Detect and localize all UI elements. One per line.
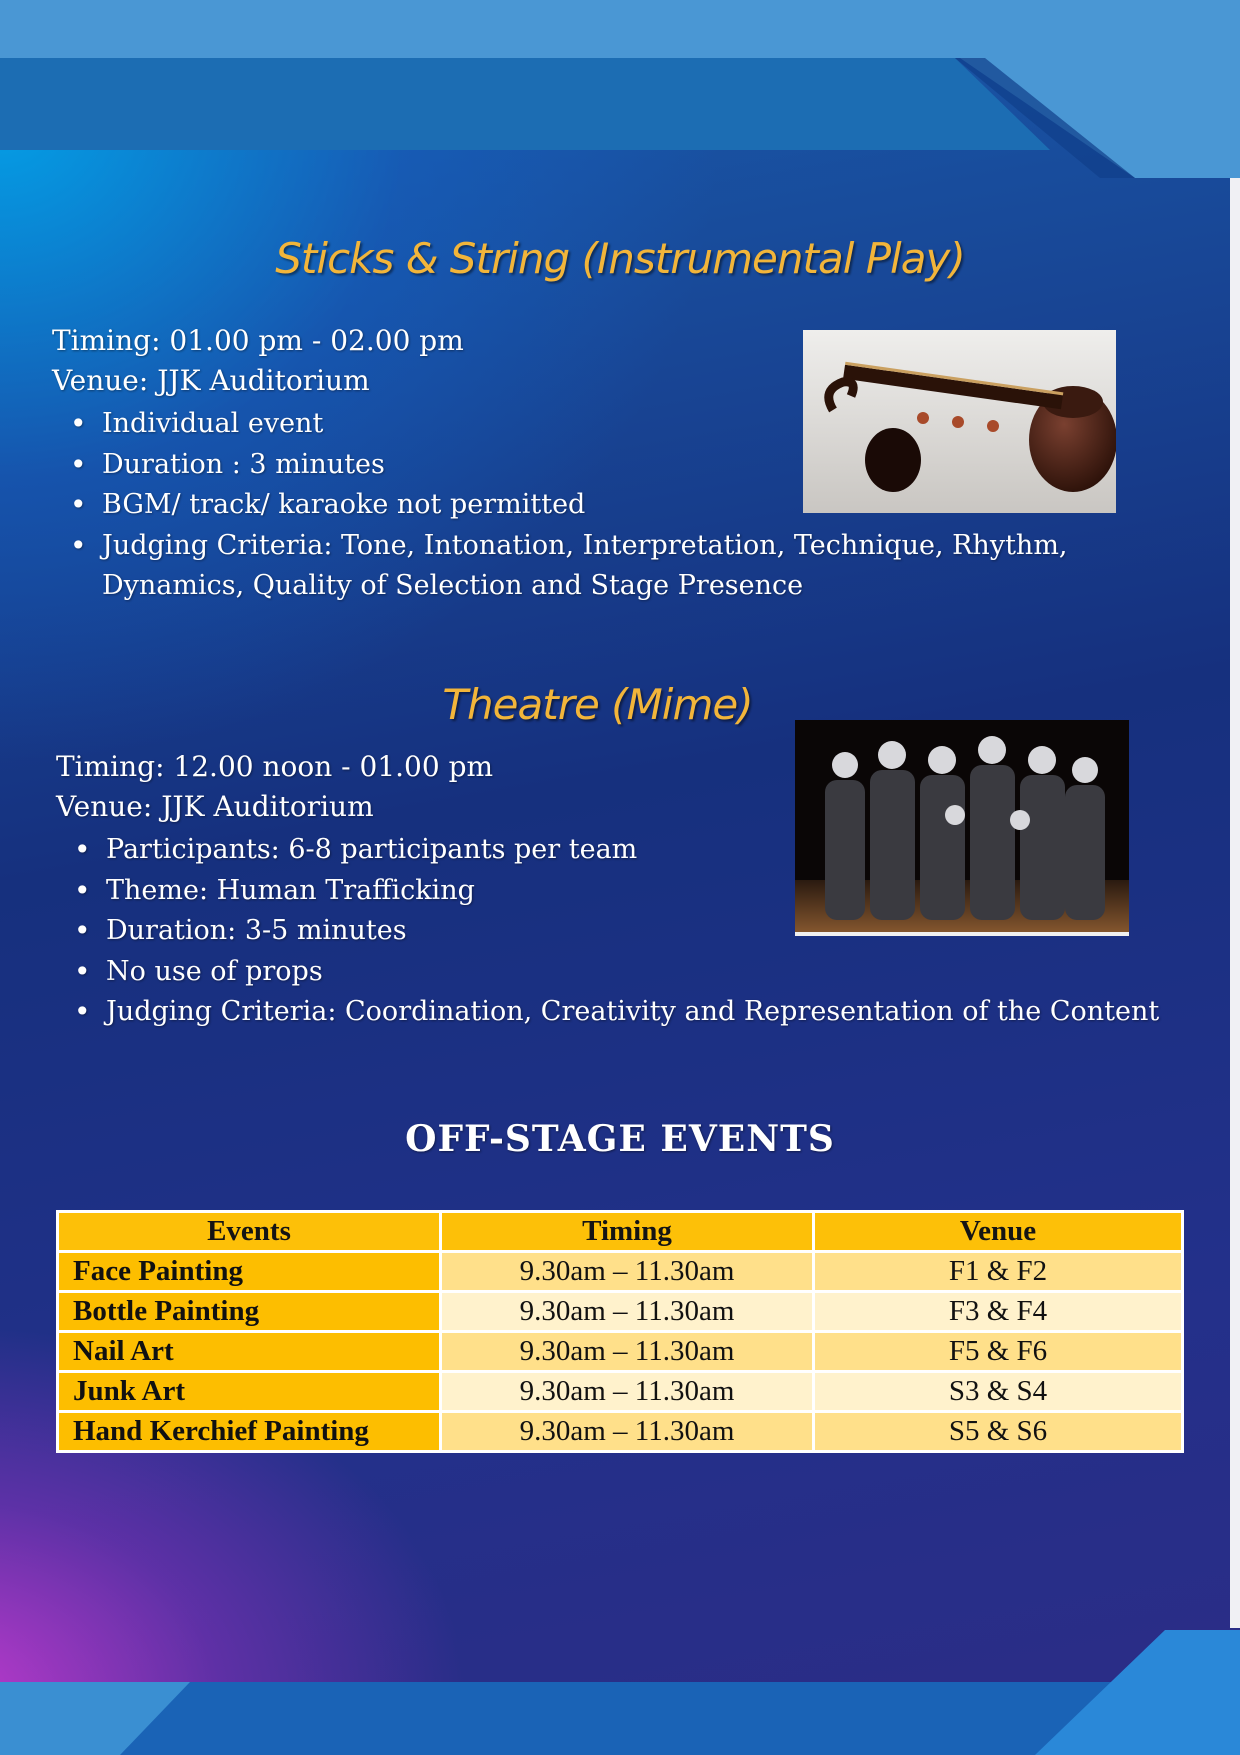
header-events: Events — [58, 1212, 441, 1252]
event-name: Junk Art — [58, 1372, 441, 1412]
event-timing: 9.30am – 11.30am — [441, 1412, 814, 1452]
table-row — [58, 1372, 1183, 1412]
list-item: • Theme: Human Trafficking — [56, 871, 1186, 912]
table-row — [58, 1332, 1183, 1372]
veena-photo — [803, 330, 1116, 513]
event-venue: S3 & S4 — [814, 1372, 1183, 1412]
event-venue: F1 & F2 — [814, 1252, 1183, 1292]
event-name: Hand Kerchief Painting — [58, 1412, 441, 1452]
list-item: • Duration : 3 minutes — [52, 445, 1092, 486]
event-name: Bottle Painting — [58, 1292, 441, 1332]
table-row — [58, 1292, 1183, 1332]
timing-theatre-mime: Timing: 12.00 noon - 01.00 pm — [56, 750, 494, 783]
header-venue: Venue — [814, 1212, 1183, 1252]
event-name: Nail Art — [58, 1332, 441, 1372]
table-header-row — [58, 1212, 1183, 1252]
list-item: • BGM/ track/ karaoke not permitted — [52, 485, 1092, 526]
event-venue: F5 & F6 — [814, 1332, 1183, 1372]
event-timing: 9.30am – 11.30am — [441, 1292, 814, 1332]
offstage-events-table — [56, 1210, 1184, 1453]
list-item: • Duration: 3-5 minutes — [56, 911, 1186, 952]
venue-theatre-mime: Venue: JJK Auditorium — [56, 790, 374, 823]
mime-group-photo — [795, 720, 1129, 936]
list-item: • No use of props — [56, 952, 1186, 993]
event-name: Face Painting — [58, 1252, 441, 1292]
timing-sticks-string: Timing: 01.00 pm - 02.00 pm — [52, 324, 464, 357]
event-venue: S5 & S6 — [814, 1412, 1183, 1452]
event-timing: 9.30am – 11.30am — [441, 1252, 814, 1292]
list-item: • Judging Criteria: Tone, Intonation, Interpretation, Technique, Rhythm, Dynamics, Quality of Selection and Stage Presence — [52, 526, 1092, 607]
table-row — [58, 1412, 1183, 1452]
section-title-sticks-string: Sticks & String (Instrumental Play) — [275, 234, 965, 283]
header-timing: Timing — [441, 1212, 814, 1252]
table-row — [58, 1252, 1183, 1292]
section-title-theatre-mime: Theatre (Mime) — [442, 680, 753, 729]
right-edge-strip — [1230, 178, 1240, 1628]
event-timing: 9.30am – 11.30am — [441, 1332, 814, 1372]
event-venue: F3 & F4 — [814, 1292, 1183, 1332]
venue-sticks-string: Venue: JJK Auditorium — [52, 364, 370, 397]
offstage-events-title: OFF-STAGE EVENTS — [405, 1118, 835, 1160]
list-item: • Individual event — [52, 404, 1092, 445]
list-item: • Participants: 6-8 participants per team — [56, 830, 1186, 871]
list-item: • Judging Criteria: Coordination, Creativity and Representation of the Content — [56, 992, 1186, 1033]
event-timing: 9.30am – 11.30am — [441, 1372, 814, 1412]
